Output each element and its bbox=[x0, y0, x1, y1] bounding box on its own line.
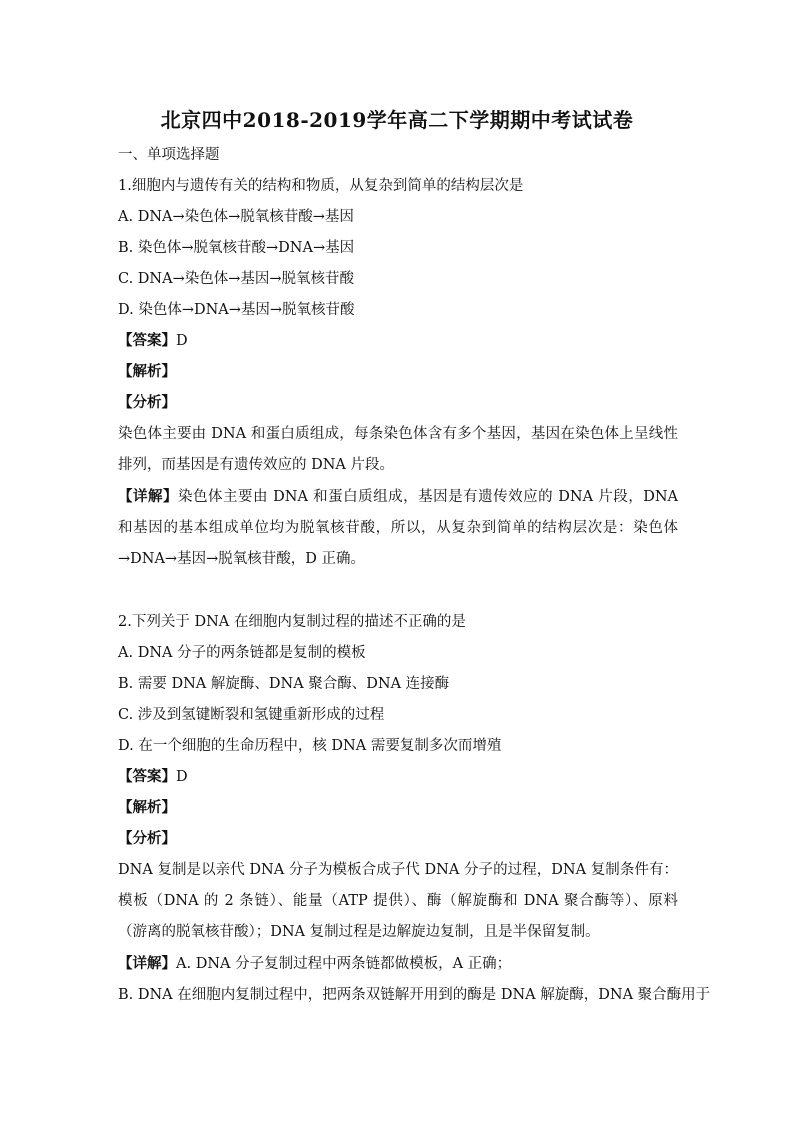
question-1-option-d: D. 染色体→DNA→基因→脱氧核苷酸 bbox=[118, 302, 355, 318]
question-2-stem: 2.下列关于 DNA 在细胞内复制过程的描述不正确的是 bbox=[118, 614, 466, 630]
question-1-option-a: A. DNA→染色体→脱氧核苷酸→基因 bbox=[118, 209, 354, 225]
xiangjie-tag: 【详解】 bbox=[118, 955, 176, 972]
question-2-option-c: C. 涉及到氢键断裂和氢键重新形成的过程 bbox=[118, 707, 385, 723]
xiangjie-text-a: A. DNA 分子复制过程中两条链都做模板，A 正确； bbox=[176, 956, 512, 972]
section-heading: 一、单项选择题 bbox=[118, 147, 220, 163]
answer-tag: 【答案】 bbox=[118, 332, 176, 349]
question-2-option-b: B. 需要 DNA 解旋酶、DNA 聚合酶、DNA 连接酶 bbox=[118, 676, 450, 692]
question-2-answer bbox=[118, 768, 188, 786]
question-2-fenxi-text: DNA 复制是以亲代 DNA 分子为模板合成子代 DNA 分子的过程，DNA 复制条件有：模板（DNA 的 2 条链）、能量（ATP 提供）、酶（解旋酶和 DNA 聚合酶等）、原料（游离的脱氧核苷酸）；DNA 复制过程是边解旋边复制，且是半保留复制。 bbox=[118, 862, 678, 940]
question-1-option-c: C. DNA→染色体→基因→脱氧核苷酸 bbox=[118, 271, 355, 287]
answer-tag: 【答案】 bbox=[118, 768, 176, 785]
question-1-stem: 1.细胞内与遗传有关的结构和物质，从复杂到简单的结构层次是 bbox=[118, 178, 524, 194]
question-2-jiexi-tag: 【解析】 bbox=[118, 799, 176, 816]
question-1-xiangjie bbox=[118, 481, 678, 575]
xiangjie-tag: 【详解】 bbox=[118, 488, 179, 505]
question-2-option-a: A. DNA 分子的两条链都是复制的模板 bbox=[118, 645, 366, 661]
question-2-xiangjie-line-b: B. DNA 在细胞内复制过程中，把两条双链解开用到的酶是 DNA 解旋酶，DNA 聚合酶用于 bbox=[118, 987, 711, 1003]
page-title: 北京四中2018-2019学年高二下学期期中考试试卷 bbox=[160, 108, 634, 132]
answer-value: D bbox=[176, 769, 188, 785]
question-2-fenxi-tag: 【分析】 bbox=[118, 830, 176, 847]
answer-value: D bbox=[176, 333, 188, 349]
question-2-xiangjie-line-a bbox=[118, 955, 511, 973]
question-1-option-b: B. 染色体→脱氧核苷酸→DNA→基因 bbox=[118, 240, 355, 256]
question-1-answer bbox=[118, 332, 188, 350]
question-2-option-d: D. 在一个细胞的生命历程中，核 DNA 需要复制多次而增殖 bbox=[118, 738, 502, 754]
question-1-fenxi-tag: 【分析】 bbox=[118, 394, 176, 411]
xiangjie-text: 染色体主要由 DNA 和蛋白质组成，基因是有遗传效应的 DNA 片段，DNA 和基因的基本组成单位均为脱氧核苷酸，所以，从复杂到简单的结构层次是：染色体→DNA→基因→脱氧核苷酸，D 正确。 bbox=[118, 489, 678, 567]
question-1-fenxi-text: 染色体主要由 DNA 和蛋白质组成，每条染色体含有多个基因，基因在染色体上呈线性排列，而基因是有遗传效应的 DNA 片段。 bbox=[118, 426, 678, 473]
question-1-jiexi-tag: 【解析】 bbox=[118, 363, 176, 380]
